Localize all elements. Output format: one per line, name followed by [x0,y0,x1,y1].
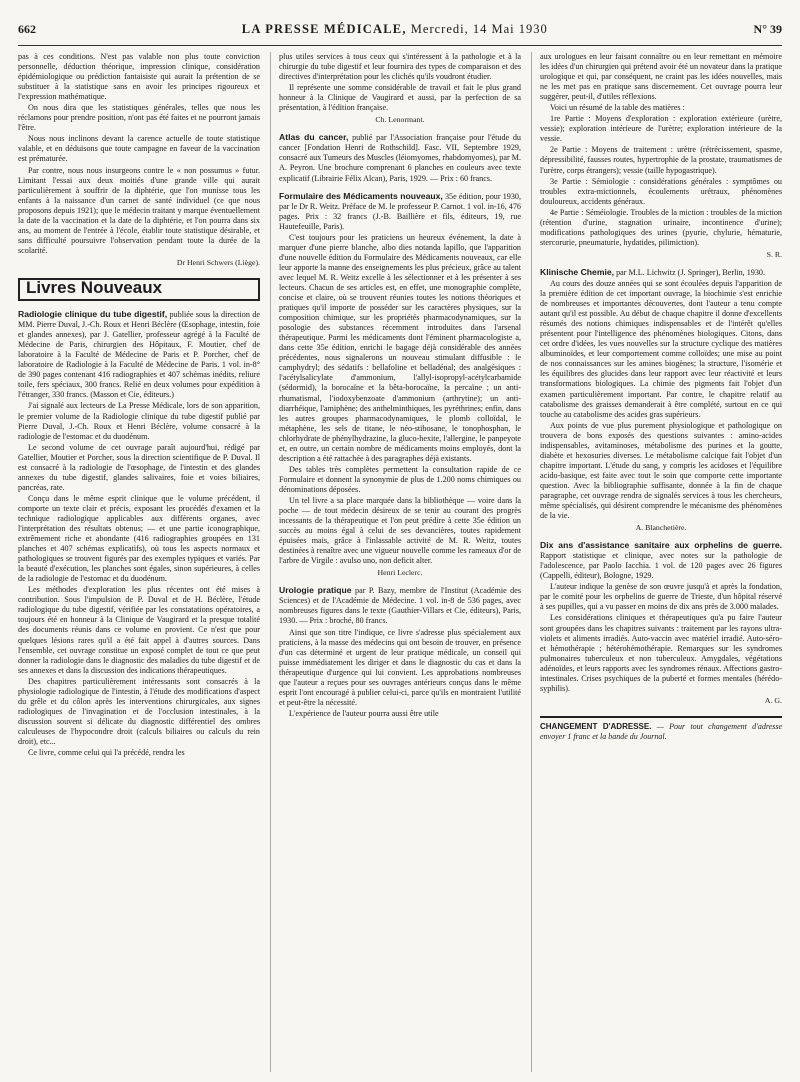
signature: S. R. [766,249,782,259]
paragraph: 4e Partie : Séméiologie. Troubles de la miction : troubles de la miction (rétention d'urine, stagnation urinaire, incontinence d'urine); modifications pathologiques des urines (pyurie, chylurie, hématurie, stercorurie, pneumaturie, hydatides, pilimiction). [540,207,782,247]
paragraph: pas à ces conditions. N'est pas valable non plus toute conviction personnelle, déduction théorique, impression clinique, considération épidémiologique ou prédiction fantaisiste qui aurait la prétention de se substituer à la statistique sans en avoir les principes rigoureux et l'expression mathématique. [18,52,260,102]
book-title: Formulaire des Médicaments nouveaux, [279,190,443,201]
review-heading [540,540,782,581]
paragraph: 2e Partie : Moyens de traitement : urètre (rétrécissement, spasme, dépressibilité, fausses routes, hypertrophie de la prostate, traumatismes de l'urètre, corps étrangers); vessie (taille hypogastrique). [540,145,782,175]
paragraph: Le second volume de cet ouvrage paraît aujourd'hui, rédigé par Gatellier, Moutier et Porcher, sous la direction scientifique de P. Duval. Il est consacré à la radiologie de l'œsophage, de l'intestin et des glandes annexes du tube digestif, glandes salivaires, foie et voies biliaires, pancréas, rate. [18,442,260,492]
paragraph: Par contre, nous nous insurgeons contre le « non possumus » futur. Limitant l'essai aux deux moitiés d'une grande ville qui aurait particulièrement à souffrir de la diphtérie, que l'on munisse tous les enfants à la naissance d'un carnet de santé individuel (ce que nous proposons depuis 1921); que le médecin traitant y marque éventuellement la date de la vaccination et la date de la diphtérie, et l'on pourra dans six ans, au moment de l'entrée à l'école, établir toute statistique désirable, et sans difficulté poursuivre l'observation pendant toute la durée de la scolarité. [18,165,260,255]
paragraph: Des tables très complètes permettent la consultation rapide de ce Formulaire et donnent la synonymie de plus de 1.200 noms chimiques ou dénominations déposées. [279,464,521,494]
paragraph: Ainsi que son titre l'indique, ce livre s'adresse plus spécialement aux praticiens, à la masse des médecins qui ont besoin de trouver, en présence d'un cas déterminé et urgent de leur pratique médicale, un conseil qui puisse immédiatement les diriger et dans le diagnostic du cas et dans la thérapeutique d'urgence qui lui convient. Les approbations nombreuses que l'auteur a reçues pour ses ouvrages antérieurs conçus dans le même esprit l'ont encouragé à publier celui-ci, parce qu'ils en montraient l'utilité et peut-être la nécessité. [279,627,521,707]
review-heading [279,585,521,626]
review-heading [279,132,521,183]
paragraph: plus utiles services à tous ceux qui s'intéressent à la pathologie et à la chirurgie du tube digestif et leur fournira des types de comparaison et des directives d'interprétation pour les clichés qu'ils voudront étudier. [279,52,521,82]
book-title: Urologie pratique [279,585,352,596]
paragraph: Voici un résumé de la table des matières : [550,103,685,113]
book-title: Klinische Chemie, [540,266,615,277]
section-heading-box [18,278,260,301]
paragraph: Ce livre, comme celui qui l'a précédé, rendra les [28,748,185,758]
signature: A. G. [764,695,782,705]
paragraph: Aux points de vue plus purement physiologique et pathologique on trouvera de bons exposés des questions suivantes : amino-acides indispensables, avitaminoses, métabolisme des purines et la goutte, diabète et hexosuries diverses. Le métabolisme calcique fait l'objet d'un chapitre important. L'étude du sang, y compris les acidoses et l'équilibre acido-basique, est faite avec tout le soin que comporte cette importante question. Avec la bibliographie suffisante, donnée à la fin de chaque paragraphe, cet ouvrage rendra de signalés services à tous les chercheurs, même spécialisés, qui désirent comprendre le mécanisme des phénomènes de la vie. [540,420,782,521]
paragraph: Il représente une somme considérable de travail et fait le plus grand honneur à la Clinique de Vaugirard et aussi, par la perfection de sa présentation, à l'édition française. [279,83,521,113]
signature: Ch. Lenormant. [375,115,425,125]
review-heading [279,191,521,232]
paragraph: Un tel livre a sa place marquée dans la bibliothèque — voire dans la poche — de tout médecin désireux de se tenir au courant des progrès incessants de la thérapeutique et l'on peut prédire à cette 35e édition un succès au moins égal à celui de ses devancières, toutes rapidement épuisées mais, grâce à l'inlassable activité de M. R. Weitz, toutes destinées à renaître avec une vigueur nouvelle comme les rameaux d'or de l'arbre de Virgile : avulso uno, non deficit alter. [279,495,521,566]
masthead [242,22,548,37]
paragraph: Au cours des douze années qui se sont écoulées depuis l'apparition de la première édition de cet important ouvrage, la biochimie s'est enrichie de nombreuses et importantes découvertes, dont l'auteur a tenu compte autant qu'il est possible. Au début de chaque chapitre il donne d'excellents résumés des notions chimiques indispensables et de l'intérêt qu'elles présentent pour l'intelligence des phénomènes biologiques. Citons, dans cet ordre d'idées, les vues nouvelles sur la structure cyclique des matières albuminoïdes, et leur comportement comme colloïdes; une mise au point de nos connaissances sur les amines biogènes; la structure, l'isomérie et les équilibres des glucides dans leur rapport avec leur réactivité et leurs transformations biologiques. La chimie des pigments fait l'objet d'un examen particulièrement important. Par contre, le chapitre relatif au catabolisme des graisses demanderait à être complété, surtout en ce qui touche au catabolisme des acides gras supérieurs. [540,278,782,419]
book-meta: par P. Bazy, membre de l'Institut (Académie des Sciences) et de l'Académie de Médecine. 1 vol. in-8 de 536 pages, avec nombreuses figures dans le texte (Gauthier-Villars et Cie, éditeurs), Paris, 1930. — Prix : broché, 80 francs. [279,586,521,626]
change-of-address-notice [540,716,782,742]
section-title: Livres Nouveaux [26,277,163,297]
paragraph: J'ai signalé aux lecteurs de La Presse Médicale, lors de son apparition, le premier volume de la Radiologie clinique du tube digestif publié par Pierre Duval, J.-Ch. Roux et Henri Béclère, volume consacré à la radiologie de l'estomac et du duodénum. [18,401,260,441]
column-1 [18,52,260,1072]
issue-date: Mercredi, 14 Mai 1930 [410,22,548,36]
column-2 [270,52,521,1072]
book-title: Atlas du cancer, [279,132,349,143]
notice-text: — Pour tout changement d'adresse envoyer 1 franc et la bande du Journal. [540,721,782,741]
paragraph: Conçu dans le même esprit clinique que le volume précédent, il comporte un texte clair et précis, exposant les procédés d'examen et la technique radiologique applicables aux différents organes, avec l'interprétation des résultats obtenus; — et une partie iconographique, extrêmement riche et abondante (416 radiographies groupées en 131 planches et 407 schémas explicatifs), où tous les aspects normaux et pathologiques se trouvent figurés par des exemples typiques et variés. Par la beauté d'exécution, les planches sont égales, sinon supérieures, à celles de la radiologie de l'estomac et du duodénum. [18,493,260,584]
columns [18,52,782,1072]
paragraph: On nous dira que les statistiques générales, telles que nous les réclamons pour prendre position, n'ont pas été faites et ne pourront jamais l'être. [18,103,260,133]
paragraph: 3e Partie : Sémiologie : considérations générales : symptômes ou troubles extra-mictionnels, écoulements urétraux, phénomènes douloureux, accidents généraux. [540,176,782,206]
issue-number: N° 39 [753,22,782,36]
page-header [18,22,782,46]
paragraph: C'est toujours pour les praticiens un heureux événement, la date à marquer d'une pierre blanche, albo dies notanda lapillo, que l'apparition d'une nouvelle édition du Formulaire des Médicaments nouveaux, car elle leur apporte la manne des enseignements les plus précieux, grâce au talent avec lequel M. R. Weitz excelle à les sélectionner et à les présenter à ses lecteurs. Chacun de ses articles est, en effet, une monographie complète, concise et claire, où se trouvent réunies toutes les notions théoriques et pratiques qu'il importe de posséder sur les caractères physiques, sur la composition chimique, sur les propriétés pharmacodynamiques, sur la posologie des substances récemment introduites dans l'arsenal thérapeutique. Parmi les médicaments dont l'éminent pharmacologiste a, dans cette 35e édition, enrichi le bagage déjà considérable des années précédentes, nous signalerons un nouveau stimulant diffusible : le camphydryl; des sédatifs : bellafoline et belladénal; des analgésiques : l'acétylsalicylate d'ammonium, l'allyl-isopropyl-acétylcarbamide (sédormid), la borocaïne et la bêta-borocaïne, la percaïne ; un anti-rhumatismal, l'iodoxybenzoate d'ammonium (arthrytine); un anti-diarrhéique, l'amiphène; des anthelminthiques, les pyréthrines; enfin, dans les autres groupes pharmacodynamiques, le plomb colloïdal, le métaphène, les sels de titane, le néo-stibosane, le tonophosphan, le chlorhydrate de phénylhydrazine, la gluco-hexite, l'allergine, le panpeyote et, en outre, un certain nombre de médicaments moins employés, dont la description a été rattachée à des paragraphes déjà existants. [279,232,521,463]
review-heading [540,267,782,278]
paragraph: Les méthodes d'exploration les plus récentes ont été mises à contribution. Sous l'impulsion de P. Duval et de H. Béclère, l'étude radiologique du tube digestif, vérifiée par les constatations opératoires, a toujours été en honneur à la Clinique de Vaugirard et la presque totalité des documents réunis dans ce volume en provient. Ce n'est que pour quelques lésions rares qu'il a été fait appel à d'autres sources. Dans l'ensemble, cet ouvrage constitue un exposé complet de tout ce que peut donner la radiologie dans le diagnostic des maladies du tube digestif et de ses annexes et dans la discussion des indications thérapeutiques. [18,585,260,675]
column-3 [531,52,782,1072]
book-meta: par M.L. Lichwitz (J. Springer), Berlin, 1930. [616,267,765,277]
paragraph: Nous nous inclinons devant la carence actuelle de toute statistique valable, et en déduisons que toute campagne en faveur de la vaccination est prématurée. [18,134,260,164]
paragraph: L'expérience de l'auteur pourra aussi être utile [289,708,439,718]
paragraph: L'auteur indique la genèse de son œuvre jusqu'à et après la fondation, par le comité pour les orphelins de guerre de Trieste, d'un hôpital réservé à ses pupilles, qui a vu passer en moins de dix ans près de 3.000 malades. [540,582,782,612]
book-title: Radiologie clinique du tube digestif, [18,309,168,320]
signature: A. Blanchetière. [635,523,687,533]
review-heading [18,309,260,400]
book-title: Dix ans d'assistance sanitaire aux orphelins de guerre. [540,540,782,551]
paragraph: Les considérations cliniques et thérapeutiques qu'a pu faire l'auteur sont groupées dans les chapitres suivants : traitement par les rayons ultra-violets et aliments irradiés. Auto-vaccin avec matériel irradié. Auto-séro- et hémothérapie ; hétérohémothérapie. Remarques sur les syndromes pulmonaires tuberculeux et non tuberculeux. Amygdales, végétations adénoïdes, et leurs rapports avec les syndromes rénaux. Affections gastro-intestinales. Crises psychiques de la puberté et formes mentales (hérédo-syphilis). [540,613,782,693]
paragraph: aux urologues en leur faisant connaître ou en leur remettant en mémoire les idées d'un chirurgien qui prétend avoir été un novateur dans la pratique urologique et qui, par conséquent, ne craint pas les idées nouvelles, mais ne les met pas en pratique sans discernement. Cet ouvrage pourra leur suggérer, peut-il, d'utiles réflexions. [540,52,782,102]
book-meta: Rapport statistique et clinique, avec notes sur la pathologie de l'adolescence, par Paolo Iacchia. 1 vol. de 120 pages avec 26 figures (Cappelli, éditeur), Bologne, 1929. [540,551,782,581]
signature: Dr Henri Schwers (Liège). [176,257,260,267]
book-meta: 35e édition, pour 1930, par le Dr R. Weitz. Préface de M. le professeur P. Carnot. 1 vol. in-16, 476 pages. Prix : 32 francs (J.-B. Baillière et fils, éditeurs, 19, rue Hautefeuille, Paris). [279,191,521,231]
page-number: 662 [18,22,36,36]
book-meta: publiée sous la direction de MM. Pierre Duval, J.-Ch. Roux et Henri Béclère (Œsophage, intestin, foie et glandes annexes), par J. Gatellier, professeur agrégé à la Faculté de Médecine de Paris, chirurgien des Hôpitaux, F. Moutier, chef de laboratoire à la Faculté de Médecine de Paris et P. Porcher, chef de laboratoire de Radiologie à la Faculté de Médecine de Paris. 1 vol. in-8° de 390 pages contenant 416 radiographies et 407 schémas inédits, reliure toile, fers spéciaux, 300 francs. Relié en deux volumes pour expédition à l'étranger, 330 francs. (Masson et Cie, éditeurs.) [18,310,260,400]
notice-title: CHANGEMENT D'ADRESSE. [540,721,652,731]
signature: Henri Leclerc. [377,568,423,578]
paragraph: 1re Partie : Moyens d'exploration : exploration extérieure (urètre, vessie); exploration intérieure de l'urètre; exploration intérieure de la vessie. [540,114,782,144]
book-meta: publié par l'Association française pour l'étude du cancer [Fondation Henri de Rothschild]. Fasc. VII, Septembre 1929, consacré aux Tumeurs des Muscles (léiomyomes, rhabdomyomes), par M. A. Peyron. Une brochure comprenant 6 planches en couleurs avec texte explicatif (Librairie Félix Alcan), Paris, 1929. — Prix : 60 francs. [279,133,521,183]
paragraph: Des chapitres particulièrement intéressants sont consacrés à la physiologie radiologique de l'intestin, à l'étude des modifications d'aspect du grêle et du côlon après les interventions chirurgicales, aux signes radiologiques de l'invagination et de l'occlusion intestinales, à la discussion souvent si délicate du diagnostic différentiel des ombres calculeuses de l'hypocondre droit (calculs biliaires ou calculs du rein droit), etc... [18,676,260,746]
journal-title: LA PRESSE MÉDICALE, [241,22,407,36]
